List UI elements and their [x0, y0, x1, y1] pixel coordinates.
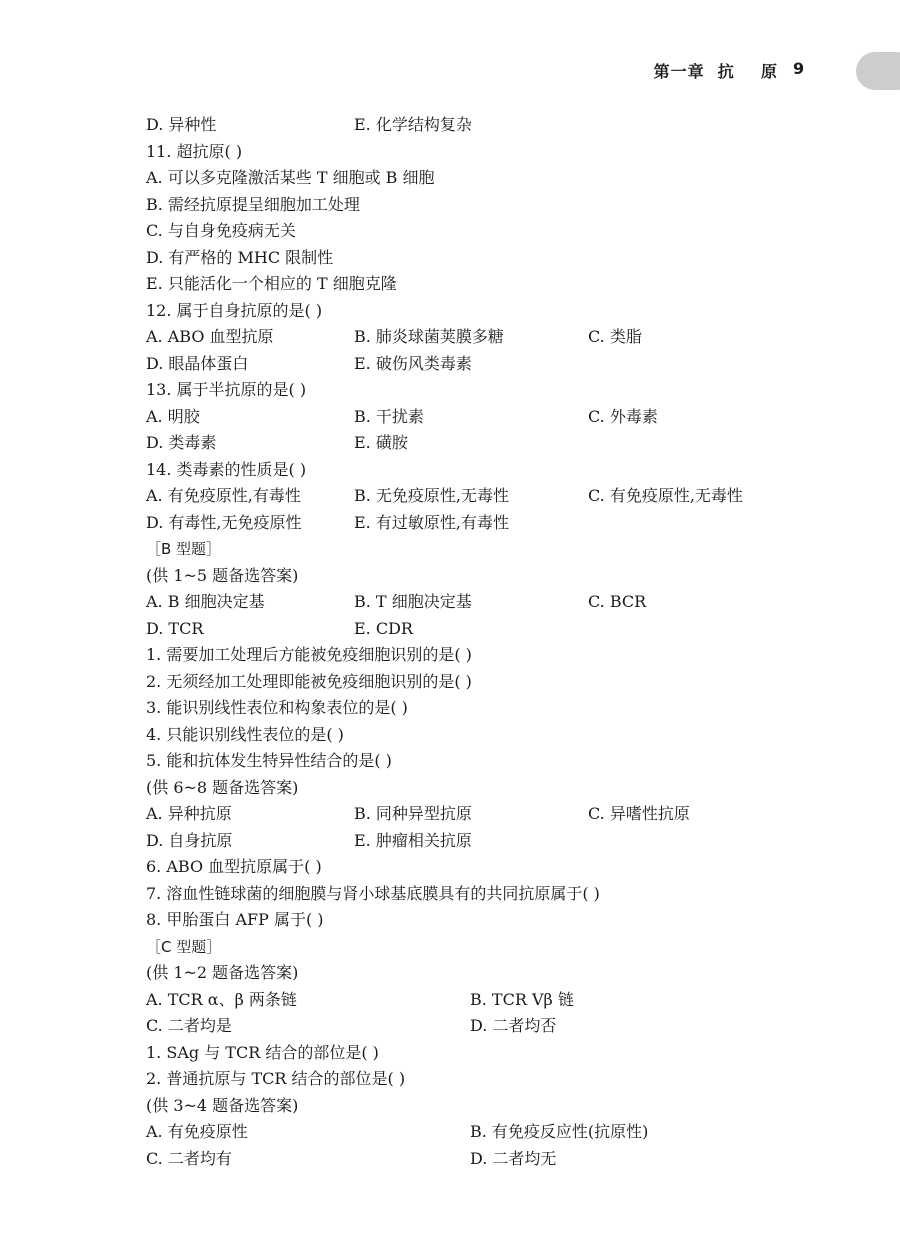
question-text: C. 与自身免疫病无关 [146, 221, 296, 240]
option-row [146, 483, 826, 510]
question-text: 13. 属于半抗原的是( ) [146, 380, 307, 399]
question-line [146, 192, 826, 219]
question-line [146, 642, 826, 669]
answer-option: A. 有免疫原性,有毒性 [146, 486, 301, 505]
answer-option: D. 眼晶体蛋白 [146, 353, 249, 373]
question-text: 6. ABO 血型抗原属于( ) [146, 857, 322, 876]
question-line [146, 245, 826, 272]
option-row [146, 828, 826, 855]
question-line [146, 563, 826, 590]
question-line [146, 165, 826, 192]
question-text: (供 1~5 题备选答案) [146, 565, 299, 585]
answer-option: A. B 细胞决定基 [146, 592, 265, 611]
question-text: B. 需经抗原提呈细胞加工处理 [146, 194, 360, 214]
answer-option: C. BCR [588, 592, 647, 611]
answer-option: C. 二者均是 [146, 1016, 232, 1035]
question-text: 8. 甲胎蛋白 AFP 属于( ) [146, 910, 324, 929]
question-text: 1. 需要加工处理后方能被免疫细胞识别的是( ) [146, 645, 472, 664]
question-text: 12. 属于自身抗原的是( ) [146, 300, 323, 320]
question-text: 1. SAg 与 TCR 结合的部位是( ) [146, 1042, 379, 1062]
question-text: 3. 能识别线性表位和构象表位的是( ) [146, 698, 408, 717]
question-line [146, 695, 826, 722]
section-heading [146, 536, 826, 563]
option-row [146, 801, 826, 828]
question-line [146, 457, 826, 484]
question-text: 2. 普通抗原与 TCR 结合的部位是( ) [146, 1069, 406, 1088]
answer-option: E. 有过敏原性,有毒性 [354, 512, 509, 532]
question-line [146, 775, 826, 802]
answer-option: B. 有免疫反应性(抗原性) [470, 1122, 649, 1141]
answer-option: D. 自身抗原 [146, 830, 233, 850]
question-text: 14. 类毒素的性质是( ) [146, 459, 307, 479]
question-line [146, 298, 826, 325]
answer-option: D. 二者均否 [470, 1016, 557, 1035]
option-row [146, 616, 826, 643]
answer-option: A. 有免疫原性 [146, 1122, 248, 1141]
answer-option: D. 类毒素 [146, 433, 217, 452]
answer-option: C. 有免疫原性,无毒性 [588, 486, 743, 505]
question-text: 4. 只能识别线性表位的是( ) [146, 724, 344, 744]
answer-option: D. 有毒性,无免疫原性 [146, 512, 302, 532]
answer-option: B. 同种异型抗原 [354, 804, 472, 823]
answer-option: E. 磺胺 [354, 433, 408, 452]
option-row [146, 1119, 826, 1146]
question-text: 11. 超抗原( ) [146, 141, 243, 161]
answer-option: B. TCR Vβ 链 [470, 989, 574, 1009]
answer-option: B. 干扰素 [354, 406, 424, 426]
question-text: 5. 能和抗体发生特异性结合的是( ) [146, 751, 392, 770]
question-text: A. 可以多克隆激活某些 T 细胞或 B 细胞 [146, 168, 435, 187]
answer-option: A. 明胶 [146, 406, 200, 426]
question-list [146, 112, 826, 1172]
question-line [146, 960, 826, 987]
answer-option: D. 二者均无 [470, 1148, 557, 1168]
question-text: 2. 无须经加工处理即能被免疫细胞识别的是( ) [146, 671, 472, 691]
page-header [0, 59, 900, 85]
question-line [146, 377, 826, 404]
answer-option: D. 异种性 [146, 115, 217, 134]
option-row [146, 324, 826, 351]
page-number: 9 [793, 59, 805, 78]
option-row [146, 1146, 826, 1173]
question-line [146, 748, 826, 775]
answer-option: E. 化学结构复杂 [354, 115, 472, 134]
question-text: D. 有严格的 MHC 限制性 [146, 247, 334, 267]
answer-option: B. T 细胞决定基 [354, 592, 472, 611]
question-text: E. 只能活化一个相应的 T 细胞克隆 [146, 274, 397, 293]
answer-option: B. 肺炎球菌荚膜多糖 [354, 327, 504, 346]
answer-option: E. 肿瘤相关抗原 [354, 830, 472, 850]
question-line [146, 669, 826, 696]
question-text: (供 6~8 题备选答案) [146, 777, 299, 797]
option-row [146, 1013, 826, 1040]
answer-option: E. CDR [354, 618, 413, 638]
option-row [146, 430, 826, 457]
section-title: ［C 型题］ [146, 937, 222, 956]
answer-option: C. 类脂 [588, 327, 642, 346]
answer-option: C. 异嗜性抗原 [588, 804, 690, 823]
option-row [146, 987, 826, 1014]
option-row [146, 404, 826, 431]
chapter-tab-marker [856, 52, 900, 90]
answer-option: B. 无免疫原性,无毒性 [354, 486, 510, 505]
option-row [146, 589, 826, 616]
question-line [146, 907, 826, 934]
option-row [146, 351, 826, 378]
answer-option: A. 异种抗原 [146, 804, 232, 823]
question-text: (供 3~4 题备选答案) [146, 1095, 299, 1115]
section-heading [146, 934, 826, 961]
answer-option: A. ABO 血型抗原 [146, 327, 274, 346]
question-line [146, 1066, 826, 1093]
question-text: 7. 溶血性链球菌的细胞膜与肾小球基底膜具有的共同抗原属于( ) [146, 883, 600, 903]
option-row [146, 112, 826, 139]
answer-option: C. 外毒素 [588, 406, 658, 426]
question-line [146, 881, 826, 908]
question-text: (供 1~2 题备选答案) [146, 963, 299, 982]
question-line [146, 1093, 826, 1120]
question-line [146, 139, 826, 166]
question-line [146, 271, 826, 298]
question-line [146, 1040, 826, 1067]
question-line [146, 722, 826, 749]
answer-option: E. 破伤风类毒素 [354, 353, 472, 373]
question-line [146, 218, 826, 245]
answer-option: C. 二者均有 [146, 1148, 232, 1168]
option-row [146, 510, 826, 537]
answer-option: A. TCR α、β 两条链 [146, 989, 297, 1009]
question-line [146, 854, 826, 881]
chapter-title: 第一章 抗 原 [653, 62, 778, 81]
section-title: ［B 型题］ [146, 540, 222, 558]
answer-option: D. TCR [146, 618, 204, 638]
